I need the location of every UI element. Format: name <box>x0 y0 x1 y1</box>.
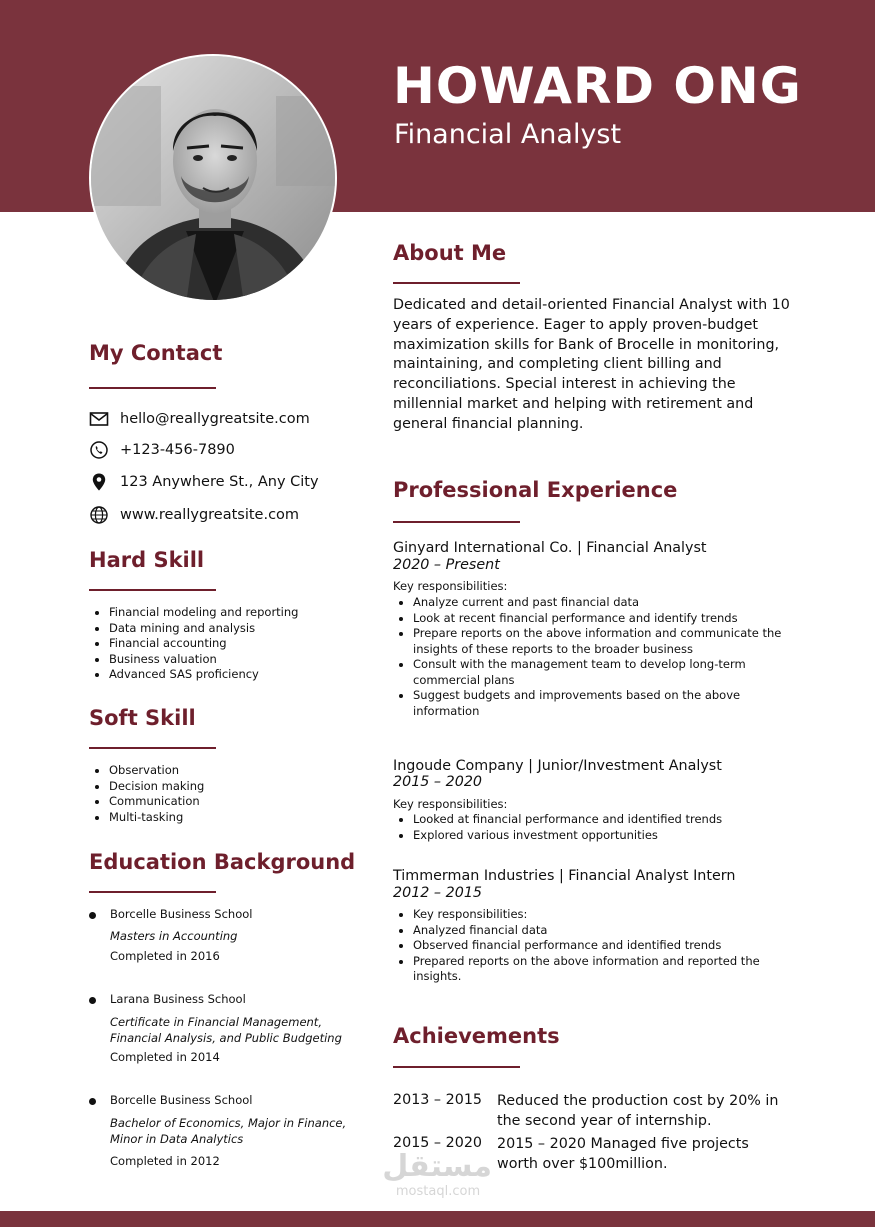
list-item-continuation: insights. <box>413 969 462 983</box>
job-years: 2012 – 2015 <box>393 885 483 901</box>
about-rule <box>393 282 520 284</box>
list-item: Prepare reports on the above information and communicate the <box>393 626 781 642</box>
contact-website <box>89 503 299 527</box>
list-item: Key responsibilities: <box>393 907 760 923</box>
bullet-dot <box>89 997 96 1004</box>
globe-icon <box>89 505 109 525</box>
contact-email-text[interactable]: hello@reallygreatsite.com <box>120 411 310 427</box>
job-title: Ingoude Company | Junior/Investment Analyst <box>393 758 722 774</box>
footer-band <box>0 1211 875 1227</box>
list-item: Look at recent financial performance and identify trends <box>393 611 781 627</box>
job-responsibilities-list <box>393 595 781 719</box>
education-entry <box>89 907 369 977</box>
soft-skill-heading: Soft Skill <box>89 706 196 730</box>
education-school: Larana Business School <box>110 992 246 1006</box>
list-item: Looked at financial performance and identified trends <box>393 812 722 828</box>
education-degree: Minor in Data Analytics <box>110 1132 244 1146</box>
contact-website-text[interactable]: www.reallygreatsite.com <box>120 507 300 523</box>
about-line: Dedicated and detail-oriented Financial Analyst with 10 <box>393 297 790 313</box>
about-line: reconciliations. Special interest in achieving the <box>393 376 736 393</box>
list-item-continuation: information <box>413 703 480 718</box>
list-item: Decision making <box>89 779 204 795</box>
education-completed: Completed in 2012 <box>110 1154 220 1168</box>
achievement-line: the second year of internship. <box>497 1113 712 1129</box>
education-school: Borcelle Business School <box>110 1093 253 1107</box>
candidate-name: HOWARD ONG <box>393 57 802 115</box>
about-line: maintaining, and completing client billing and <box>393 356 722 373</box>
education-completed: Completed in 2014 <box>110 1050 220 1064</box>
list-item: Financial accounting <box>89 636 298 652</box>
watermark <box>384 1150 492 1200</box>
education-degree: Certificate in Financial Management, <box>110 1015 322 1029</box>
contact-address-text: 123 Anywhere St., Any City <box>120 474 319 490</box>
phone-icon <box>89 440 109 460</box>
about-line: general financial planning. <box>393 415 584 432</box>
job-years: 2015 – 2020 <box>393 774 483 790</box>
job-title: Timmerman Industries | Financial Analyst Intern <box>393 868 736 884</box>
job-years: 2020 – Present <box>393 557 500 573</box>
education-rule <box>89 891 216 893</box>
achievement-line: 2015 – 2020 Managed five projects <box>497 1136 749 1152</box>
watermark-latin: mostaql.com <box>395 1184 481 1199</box>
achievements-heading: Achievements <box>393 1024 560 1048</box>
education-heading: Education Background <box>89 850 356 874</box>
list-item: Observed financial performance and identified trends <box>393 938 760 954</box>
education-entry <box>89 1093 369 1173</box>
contact-address <box>89 470 319 494</box>
job-responsibilities-list <box>393 812 722 843</box>
achievement-text <box>497 1134 749 1174</box>
list-item: Consult with the management team to develop long-term <box>393 657 781 673</box>
hard-skill-rule <box>89 589 216 591</box>
candidate-role: Financial Analyst <box>394 119 622 150</box>
about-line: years of experience. Eager to apply proven-budget <box>393 316 758 333</box>
about-line: maximization skills for Bank of Brocelle in monitoring, <box>393 336 780 353</box>
watermark-arabic: مستقل <box>382 1149 492 1184</box>
achievement-line: Reduced the production cost by 20% in <box>497 1093 779 1109</box>
job-responsibilities-list <box>393 907 760 985</box>
job-responsibilities-label: Key responsibilities: <box>393 797 508 811</box>
education-completed: Completed in 2016 <box>110 949 220 963</box>
list-item: Analyze current and past financial data <box>393 595 781 611</box>
contact-phone-text: +123-456-7890 <box>120 442 235 458</box>
list-item: Analyzed financial data <box>393 923 760 939</box>
bullet-dot <box>89 912 96 919</box>
list-item-continuation: insights of these reports to the broader business <box>413 641 693 656</box>
list-item: Explored various investment opportunities <box>393 828 722 844</box>
about-text <box>393 296 813 435</box>
achievements-rule <box>393 1066 520 1068</box>
education-degree: Bachelor of Economics, Major in Finance, <box>110 1116 347 1130</box>
education-entry <box>89 992 369 1072</box>
experience-rule <box>393 521 520 523</box>
hard-skill-heading: Hard Skill <box>89 548 205 572</box>
soft-skill-rule <box>89 747 216 749</box>
list-item: Business valuation <box>89 652 298 668</box>
education-degree: Masters in Accounting <box>110 929 238 943</box>
contact-phone <box>89 438 235 462</box>
profile-photo <box>89 54 337 302</box>
experience-heading: Professional Experience <box>393 478 678 502</box>
achievement-years: 2013 – 2015 <box>393 1092 483 1108</box>
about-heading: About Me <box>393 241 507 265</box>
list-item: Data mining and analysis <box>89 621 298 637</box>
list-item: Suggest budgets and improvements based on the above <box>393 688 781 704</box>
location-pin-icon <box>89 472 109 492</box>
list-item: Communication <box>89 794 204 810</box>
list-item: Multi-tasking <box>89 810 204 826</box>
achievement-line: worth over $100million. <box>497 1156 668 1172</box>
achievement-years: 2015 – 2020 <box>393 1135 483 1151</box>
about-line: millennial market and helping with retirement and <box>393 395 754 412</box>
list-item-continuation: commercial plans <box>413 672 515 687</box>
list-item: Advanced SAS proficiency <box>89 667 298 683</box>
job-title: Ginyard International Co. | Financial Analyst <box>393 540 707 556</box>
portrait-illustration <box>91 56 337 302</box>
education-degree: Financial Analysis, and Public Budgeting <box>110 1031 342 1045</box>
list-item: Financial modeling and reporting <box>89 605 298 621</box>
hard-skill-list <box>89 605 298 683</box>
job-responsibilities-label: Key responsibilities: <box>393 579 508 593</box>
list-item: Prepared reports on the above information and reported the <box>393 954 760 970</box>
achievement-text <box>497 1091 778 1131</box>
list-item: Observation <box>89 763 204 779</box>
contact-email <box>89 407 310 431</box>
envelope-icon <box>89 409 109 429</box>
contact-heading: My Contact <box>89 341 223 365</box>
contact-rule <box>89 387 216 389</box>
education-school: Borcelle Business School <box>110 907 253 921</box>
soft-skill-list <box>89 763 204 825</box>
bullet-dot <box>89 1098 96 1105</box>
